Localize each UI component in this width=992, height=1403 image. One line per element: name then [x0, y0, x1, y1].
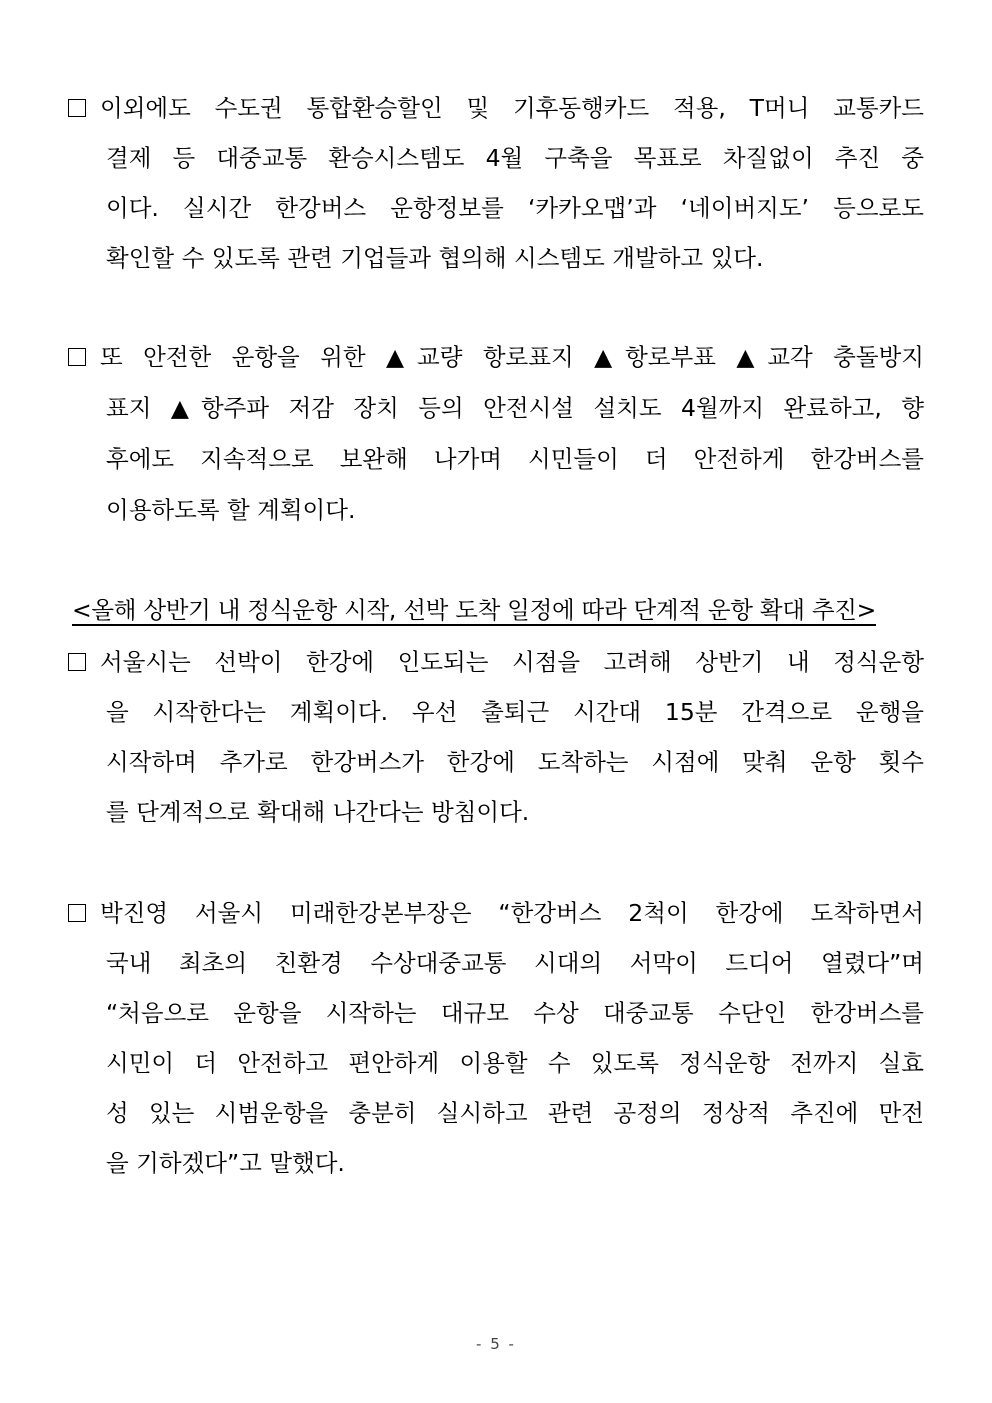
paragraph-line: [68, 88, 924, 128]
line-text: 이외에도 수도권 통합환승할인 및 기후동행카드 적용, T머니 교통카드: [100, 94, 924, 122]
paragraph-line: 를 단계적으로 확대해 나간다는 방침이다.: [106, 798, 530, 826]
paragraph-line: [68, 337, 924, 377]
section-heading: <올해 상반기 내 정식운항 시작, 선박 도착 일정에 따라 단계적 운항 확대 추진>: [72, 596, 877, 624]
paragraph-line: 을 시작한다는 계획이다. 우선 출퇴근 시간대 15분 간격으로 운행을: [106, 698, 924, 726]
checkbox-bullet-icon: [68, 99, 86, 117]
line-text: 서울시는 선박이 한강에 인도되는 시점을 고려해 상반기 내 정식운항: [100, 648, 924, 676]
paragraph-line: [68, 642, 924, 682]
paragraph-line: 시민이 더 안전하고 편안하게 이용할 수 있도록 정식운항 전까지 실효: [106, 1049, 924, 1077]
paragraph-line: 국내 최초의 친환경 수상대중교통 시대의 서막이 드디어 열렸다”며: [106, 949, 924, 977]
paragraph-line: 확인할 수 있도록 관련 기업들과 협의해 시스템도 개발하고 있다.: [106, 244, 764, 272]
line-text: 또 안전한 운항을 위한 ▲교량 항로표지 ▲항로부표 ▲교각 충돌방지: [100, 343, 924, 371]
paragraph-line: 을 기하겠다”고 말했다.: [106, 1149, 345, 1177]
paragraph-line: “처음으로 운항을 시작하는 대규모 수상 대중교통 수단인 한강버스를: [106, 999, 924, 1027]
checkbox-bullet-icon: [68, 904, 86, 922]
paragraph-line: 성 있는 시범운항을 충분히 실시하고 관련 공정의 정상적 추진에 만전: [106, 1099, 924, 1127]
paragraph-line: 후에도 지속적으로 보완해 나가며 시민들이 더 안전하게 한강버스를: [106, 445, 924, 473]
paragraph-line: 시작하며 추가로 한강버스가 한강에 도착하는 시점에 맞춰 운항 횟수: [106, 748, 924, 776]
checkbox-bullet-icon: [68, 348, 86, 366]
paragraph-line: 이다. 실시간 한강버스 운항정보를 ‘카카오맵’과 ‘네이버지도’ 등으로도: [106, 194, 924, 222]
checkbox-bullet-icon: [68, 653, 86, 671]
paragraph-line: 결제 등 대중교통 환승시스템도 4월 구축을 목표로 차질없이 추진 중: [106, 144, 924, 172]
line-text: 박진영 서울시 미래한강본부장은 “한강버스 2척이 한강에 도착하면서: [100, 899, 924, 927]
paragraph-line: 표지 ▲항주파 저감 장치 등의 안전시설 설치도 4월까지 완료하고, 향: [106, 394, 924, 422]
paragraph-line: [68, 893, 924, 933]
page-number: - 5 -: [476, 1335, 516, 1353]
paragraph-line: 이용하도록 할 계획이다.: [106, 496, 356, 524]
